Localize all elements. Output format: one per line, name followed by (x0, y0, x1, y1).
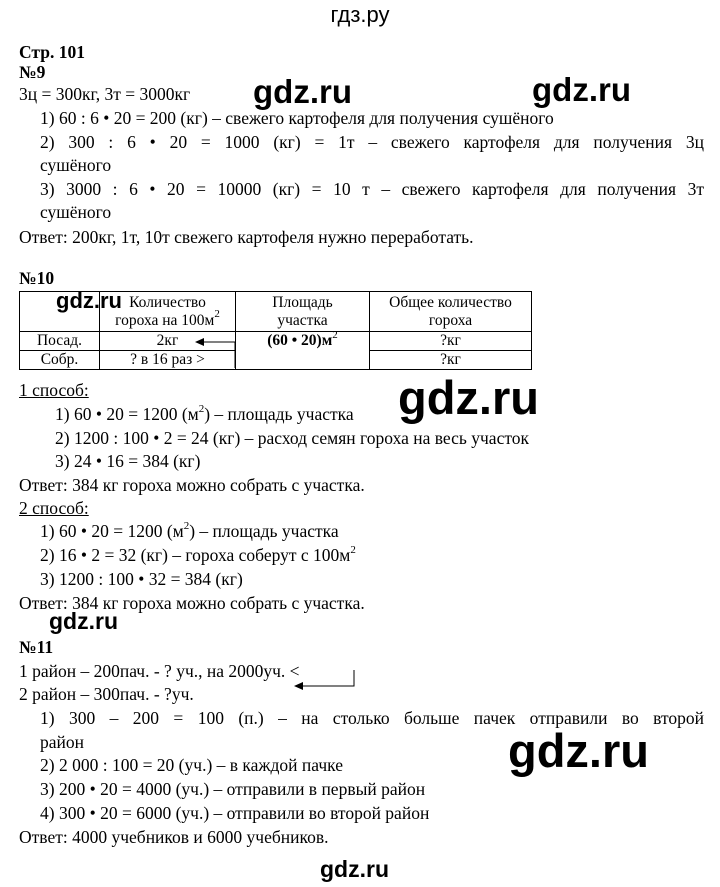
task11-answer: Ответ: 4000 учебников и 6000 учебников. (19, 827, 329, 847)
task11-arrow-icon (290, 666, 370, 696)
table-row-label: Посад. (20, 332, 100, 351)
m2-answer: Ответ: 384 кг гороха можно собрать с участка. (19, 593, 365, 613)
watermark: gdz.ru (49, 608, 118, 634)
watermark: gdz.ru (253, 73, 352, 110)
m2-step3: 3) 1200 : 100 • 32 = 384 (кг) (40, 569, 243, 589)
watermark: gdz.ru (398, 371, 539, 424)
task10-number: №10 (19, 268, 55, 288)
table-header-area: Площадь участка (236, 292, 370, 332)
table-cell: ?кг (370, 351, 532, 370)
watermark: gdz.ru (532, 71, 631, 108)
method2-title: 2 способ: (19, 498, 89, 518)
page-label: Стр. 101 (19, 42, 85, 62)
task11-number: №11 (19, 637, 54, 657)
site-header: гдз.ру (330, 2, 390, 27)
task9-step3-b: сушёного (40, 202, 112, 222)
task11-step4: 4) 300 • 20 = 6000 (уч.) – отправили во второй район (40, 803, 430, 823)
m1-step1: 1) 60 • 20 = 1200 $(м^2)$ – площадь участка (55, 403, 354, 424)
table-cell: ? в 16 раз > (100, 351, 236, 370)
table-cell: 2кг (100, 332, 236, 351)
task9-step3-a: 3) 3000 : 6 • 20 = 10000 (кг) = 10 т – свежего картофеля для получения 3т (40, 179, 704, 199)
table-area-value: (60 • $20)м^2$ (236, 332, 370, 370)
table-arrow-icon (185, 332, 245, 372)
watermark: gdz.ru (56, 288, 122, 313)
table-header-amount: Количество гороха на $100м^2$ (100, 292, 236, 332)
task11-step1-b: район (40, 732, 84, 752)
task9-step2-a: 2) 300 : 6 • 20 = 1000 (кг) = 1т – свежего картофеля для получения 3ц (40, 132, 704, 152)
watermark: gdz.ru (508, 724, 649, 777)
task11-line1: 1 район – 200пач. - ? уч., на 2000уч. < (19, 661, 300, 681)
task11-line2: 2 район – 300пач. - ?уч. (19, 684, 194, 704)
table-cell: ?кг (370, 332, 532, 351)
task9-number: №9 (19, 62, 46, 82)
table-row-label: Собр. (20, 351, 100, 370)
table-header-total: Общее количество гороха (370, 292, 532, 332)
m1-step2: 2) 1200 : 100 • 2 = 24 (кг) – расход семян гороха на весь участок (55, 428, 530, 448)
task11-step3: 3) 200 • 20 = 4000 (уч.) – отправили в первый район (40, 779, 426, 799)
watermark: gdz.ru (320, 856, 389, 882)
task9-step1: 1) 60 : 6 • 20 = 200 (кг) – свежего картофеля для получения сушёного (40, 108, 554, 128)
task9-intro: 3ц = 300кг, 3т = 3000кг (19, 84, 191, 104)
task11-step1-a: 1) 300 – 200 = 100 (п.) – на столько больше пачек отправили во второй (40, 708, 704, 728)
m2-step2: 2) 16 • 2 = 32 (кг) – гороха соберут с $100м^2$ (40, 544, 356, 565)
m1-step3: 3) 24 • 16 = 384 (кг) (55, 451, 201, 471)
method1-title: 1 способ: (19, 380, 89, 400)
m1-answer: Ответ: 384 кг гороха можно собрать с участка. (19, 475, 365, 495)
m2-step1: 1) 60 • 20 = 1200 $(м^2)$ – площадь участка (40, 520, 339, 541)
task9-step2-b: сушёного (40, 155, 112, 175)
task9-answer: Ответ: 200кг, 1т, 10т свежего картофеля нужно переработать. (19, 227, 474, 247)
task11-step2: 2) 2 000 : 100 = 20 (уч.) – в каждой пачке (40, 755, 343, 775)
